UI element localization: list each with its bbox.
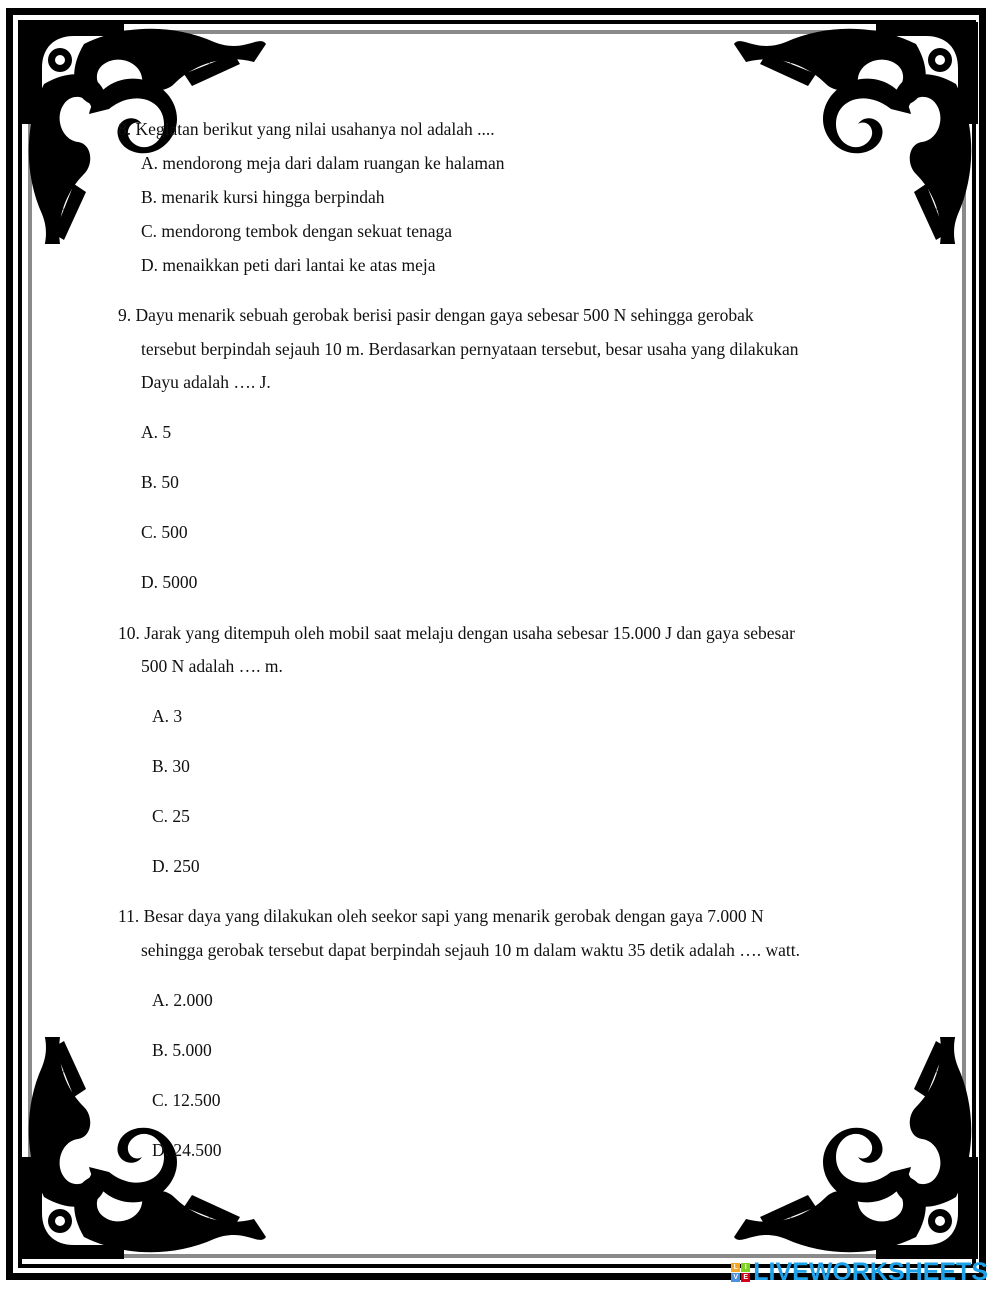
question-11-option-a[interactable]: A. 2.000 bbox=[152, 990, 213, 1010]
question-10-option-c[interactable]: C. 25 bbox=[152, 806, 190, 826]
logo-letter-i: I bbox=[741, 1263, 750, 1272]
logo-letter-l: L bbox=[731, 1263, 740, 1272]
question-9-option-d[interactable]: D. 5000 bbox=[141, 572, 198, 592]
question-8-option-b[interactable]: B. menarik kursi hingga berpindah bbox=[141, 187, 385, 207]
question-8-option-c[interactable]: C. mendorong tembok dengan sekuat tenaga bbox=[141, 221, 453, 241]
question-11-option-b[interactable]: B. 5.000 bbox=[152, 1040, 212, 1060]
question-11-option-c[interactable]: C. 12.500 bbox=[152, 1090, 221, 1110]
logo-letter-e: E bbox=[741, 1273, 750, 1282]
question-9-stem-line-1: 9. Dayu menarik sebuah gerobak berisi pasir dengan gaya sebesar 500 N sehingga gerobak bbox=[118, 305, 754, 325]
question-9-stem-line-2: tersebut berpindah sejauh 10 m. Berdasarkan pernyataan tersebut, besar usaha yang dilakukan bbox=[141, 339, 799, 359]
question-8-option-d[interactable]: D. menaikkan peti dari lantai ke atas meja bbox=[141, 255, 436, 275]
question-11-stem-line-2: sehingga gerobak tersebut dapat berpindah sejauh 10 m dalam waktu 35 detik adalah …. watt. bbox=[141, 940, 800, 960]
question-8-option-a[interactable]: A. mendorong meja dari dalam ruangan ke halaman bbox=[141, 153, 505, 173]
watermark-text: LIVEWORKSHEETS bbox=[753, 1258, 988, 1286]
question-11-stem-line-1: 11. Besar daya yang dilakukan oleh seekor sapi yang menarik gerobak dengan gaya 7.000 N bbox=[118, 906, 764, 926]
question-10-stem-line-1: 10. Jarak yang ditempuh oleh mobil saat melaju dengan usaha sebesar 15.000 J dan gaya sebesar bbox=[118, 623, 795, 643]
question-10-stem-line-2: 500 N adalah …. m. bbox=[141, 656, 283, 676]
question-10-option-d[interactable]: D. 250 bbox=[152, 856, 200, 876]
question-9-stem-line-3: Dayu adalah …. J. bbox=[141, 372, 271, 392]
question-9-option-b[interactable]: B. 50 bbox=[141, 472, 179, 492]
liveworksheets-logo-icon bbox=[731, 1263, 750, 1282]
question-9-option-c[interactable]: C. 500 bbox=[141, 522, 188, 542]
question-9-option-a[interactable]: A. 5 bbox=[141, 422, 172, 442]
question-8-stem: 8. Kegiatan berikut yang nilai usahanya nol adalah .... bbox=[118, 119, 495, 139]
logo-letter-v: V bbox=[731, 1273, 740, 1282]
question-11-option-d[interactable]: D. 24.500 bbox=[152, 1140, 222, 1160]
question-10-option-b[interactable]: B. 30 bbox=[152, 756, 190, 776]
liveworksheets-watermark bbox=[731, 1258, 988, 1287]
question-10-option-a[interactable]: A. 3 bbox=[152, 706, 183, 726]
